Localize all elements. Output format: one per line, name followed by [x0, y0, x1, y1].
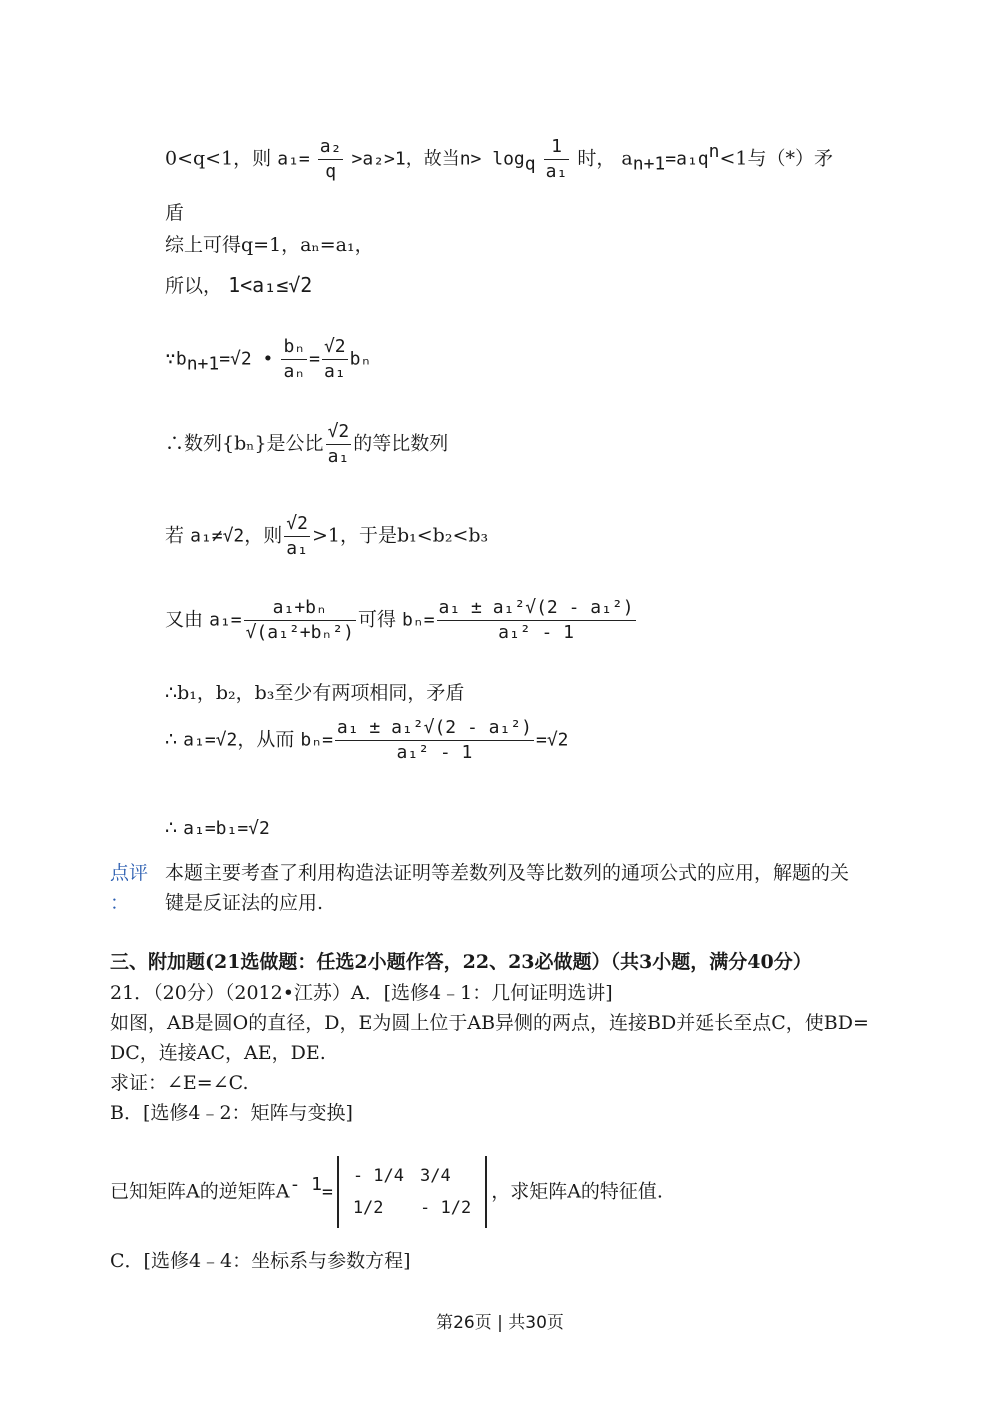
- math: a₁=√2: [183, 729, 238, 751]
- numerator: √2: [326, 420, 352, 445]
- text: ，求矩阵A的特征值.: [491, 1180, 663, 1203]
- text: 的等比数列: [353, 432, 449, 455]
- numerator: √2: [322, 335, 348, 360]
- math: bₙ=: [402, 609, 435, 631]
- fraction: [281, 335, 307, 384]
- fraction: [544, 135, 570, 184]
- line-1: [165, 135, 833, 184]
- text: 若: [165, 524, 185, 547]
- fraction: [322, 335, 348, 384]
- comment-text-2: 键是反证法的应用.: [165, 892, 324, 914]
- matrix: [337, 1156, 487, 1228]
- fraction: [244, 596, 356, 645]
- denominator: a₁² - 1: [396, 742, 473, 763]
- line-8: [165, 596, 638, 645]
- comment-label-colon: ：: [110, 892, 130, 914]
- denominator: a₁: [327, 446, 350, 467]
- numerator: a₂: [318, 135, 344, 160]
- math: bₙ=: [300, 729, 333, 751]
- math: =√2 •: [219, 348, 274, 370]
- fraction: [284, 512, 310, 561]
- line-9: ∴b₁，b₂，b₃至少有两项相同，矛盾: [165, 682, 465, 704]
- line-3: 综上可得q=1，aₙ=a₁，: [165, 234, 374, 256]
- denominator: a₁: [323, 361, 346, 382]
- matrix-cell: 1/2: [352, 1198, 384, 1219]
- denominator: a₁: [286, 538, 308, 559]
- superscript: n: [708, 141, 720, 163]
- q21-matrix-line: [110, 1130, 663, 1240]
- math: =a₁q: [665, 148, 709, 170]
- numerator: a₁+bₙ: [244, 596, 356, 621]
- text: 0<q<1，则: [165, 147, 272, 170]
- fraction: [318, 135, 344, 184]
- math: 1<a₁≤√2: [228, 273, 313, 297]
- text: ∴: [165, 817, 178, 839]
- text: ∴: [165, 728, 178, 751]
- line-7: [165, 512, 488, 561]
- text: 已知矩阵A的逆矩阵A: [110, 1180, 290, 1203]
- fraction: [437, 596, 636, 645]
- q21-line-1: 如图，AB是圆O的直径，D，E为圆上位于AB异侧的两点，连接BD并延长至点C，使BD=: [110, 1012, 869, 1034]
- matrix-cell: - 1/4: [352, 1166, 404, 1187]
- q21-part-b: B．[选修4﹣2：矩阵与变换]: [110, 1102, 353, 1124]
- text: ，从而: [237, 728, 295, 751]
- math: >a₂>1，故当n> log: [351, 148, 525, 170]
- numerator: √2: [284, 512, 310, 537]
- line-2: 盾: [165, 202, 185, 224]
- text: 又由: [165, 608, 204, 631]
- denominator: a₁: [545, 161, 568, 182]
- q21-line-3: 求证：∠E=∠C.: [110, 1072, 249, 1094]
- line-4: [165, 272, 312, 299]
- subscript: n+1: [632, 153, 666, 175]
- math: bₙ: [349, 348, 372, 370]
- denominator: q: [325, 161, 337, 182]
- comment-text-1: 本题主要考查了利用构造法证明等差数列及等比数列的通项公式的应用，解题的关: [165, 862, 850, 884]
- numerator: a₁ ± a₁²√(2 - a₁²): [437, 596, 636, 621]
- denominator: √(a₁²+bₙ²): [245, 622, 354, 643]
- q21-title: 21．（20分）（2012•江苏）A．[选修4﹣1：几何证明选讲]: [110, 982, 613, 1004]
- line-5: [165, 335, 371, 384]
- math: a₁=: [209, 609, 242, 631]
- math: ∵b: [165, 348, 187, 370]
- text: >1，于是b₁<b₂<b₃: [311, 524, 489, 547]
- math: =: [309, 348, 320, 370]
- section-header: 三、附加题(21选做题：任选2小题作答，22、23必做题）（共3小题，满分40分）: [110, 951, 812, 973]
- numerator: bₙ: [281, 335, 307, 360]
- comment-label: 点评: [110, 862, 149, 884]
- fraction: [335, 716, 534, 765]
- text: ∴数列{bₙ}是公比: [165, 432, 324, 455]
- math: a₁≠√2: [190, 525, 245, 547]
- superscript: - 1: [289, 1174, 322, 1195]
- text: 时， a: [577, 147, 633, 170]
- matrix-cell: - 1/2: [420, 1198, 472, 1219]
- line-11: [165, 815, 270, 842]
- subscript: n+1: [186, 353, 220, 375]
- q21-line-2: DC，连接AC，AE，DE.: [110, 1042, 326, 1064]
- text: 可得: [357, 608, 396, 631]
- q21-part-c: C．[选修4﹣4：坐标系与参数方程]: [110, 1250, 411, 1272]
- text: 所以，: [165, 275, 223, 297]
- text: <1与（*）矛: [719, 147, 833, 170]
- denominator: aₙ: [283, 361, 306, 382]
- math: a₁=: [277, 148, 310, 170]
- denominator: a₁² - 1: [498, 622, 574, 643]
- math: =√2: [535, 729, 569, 751]
- numerator: 1: [544, 135, 570, 160]
- line-6: [165, 420, 448, 469]
- fraction: [326, 420, 352, 469]
- page-footer: 第26页 | 共30页: [436, 1313, 564, 1333]
- math: a₁=b₁=√2: [183, 818, 270, 839]
- line-10: [165, 716, 569, 765]
- text: ，则: [244, 524, 283, 547]
- subscript: q: [524, 153, 536, 175]
- math: =: [321, 1181, 333, 1203]
- numerator: a₁ ± a₁²√(2 - a₁²): [335, 716, 534, 741]
- matrix-cell: 3/4: [420, 1166, 451, 1187]
